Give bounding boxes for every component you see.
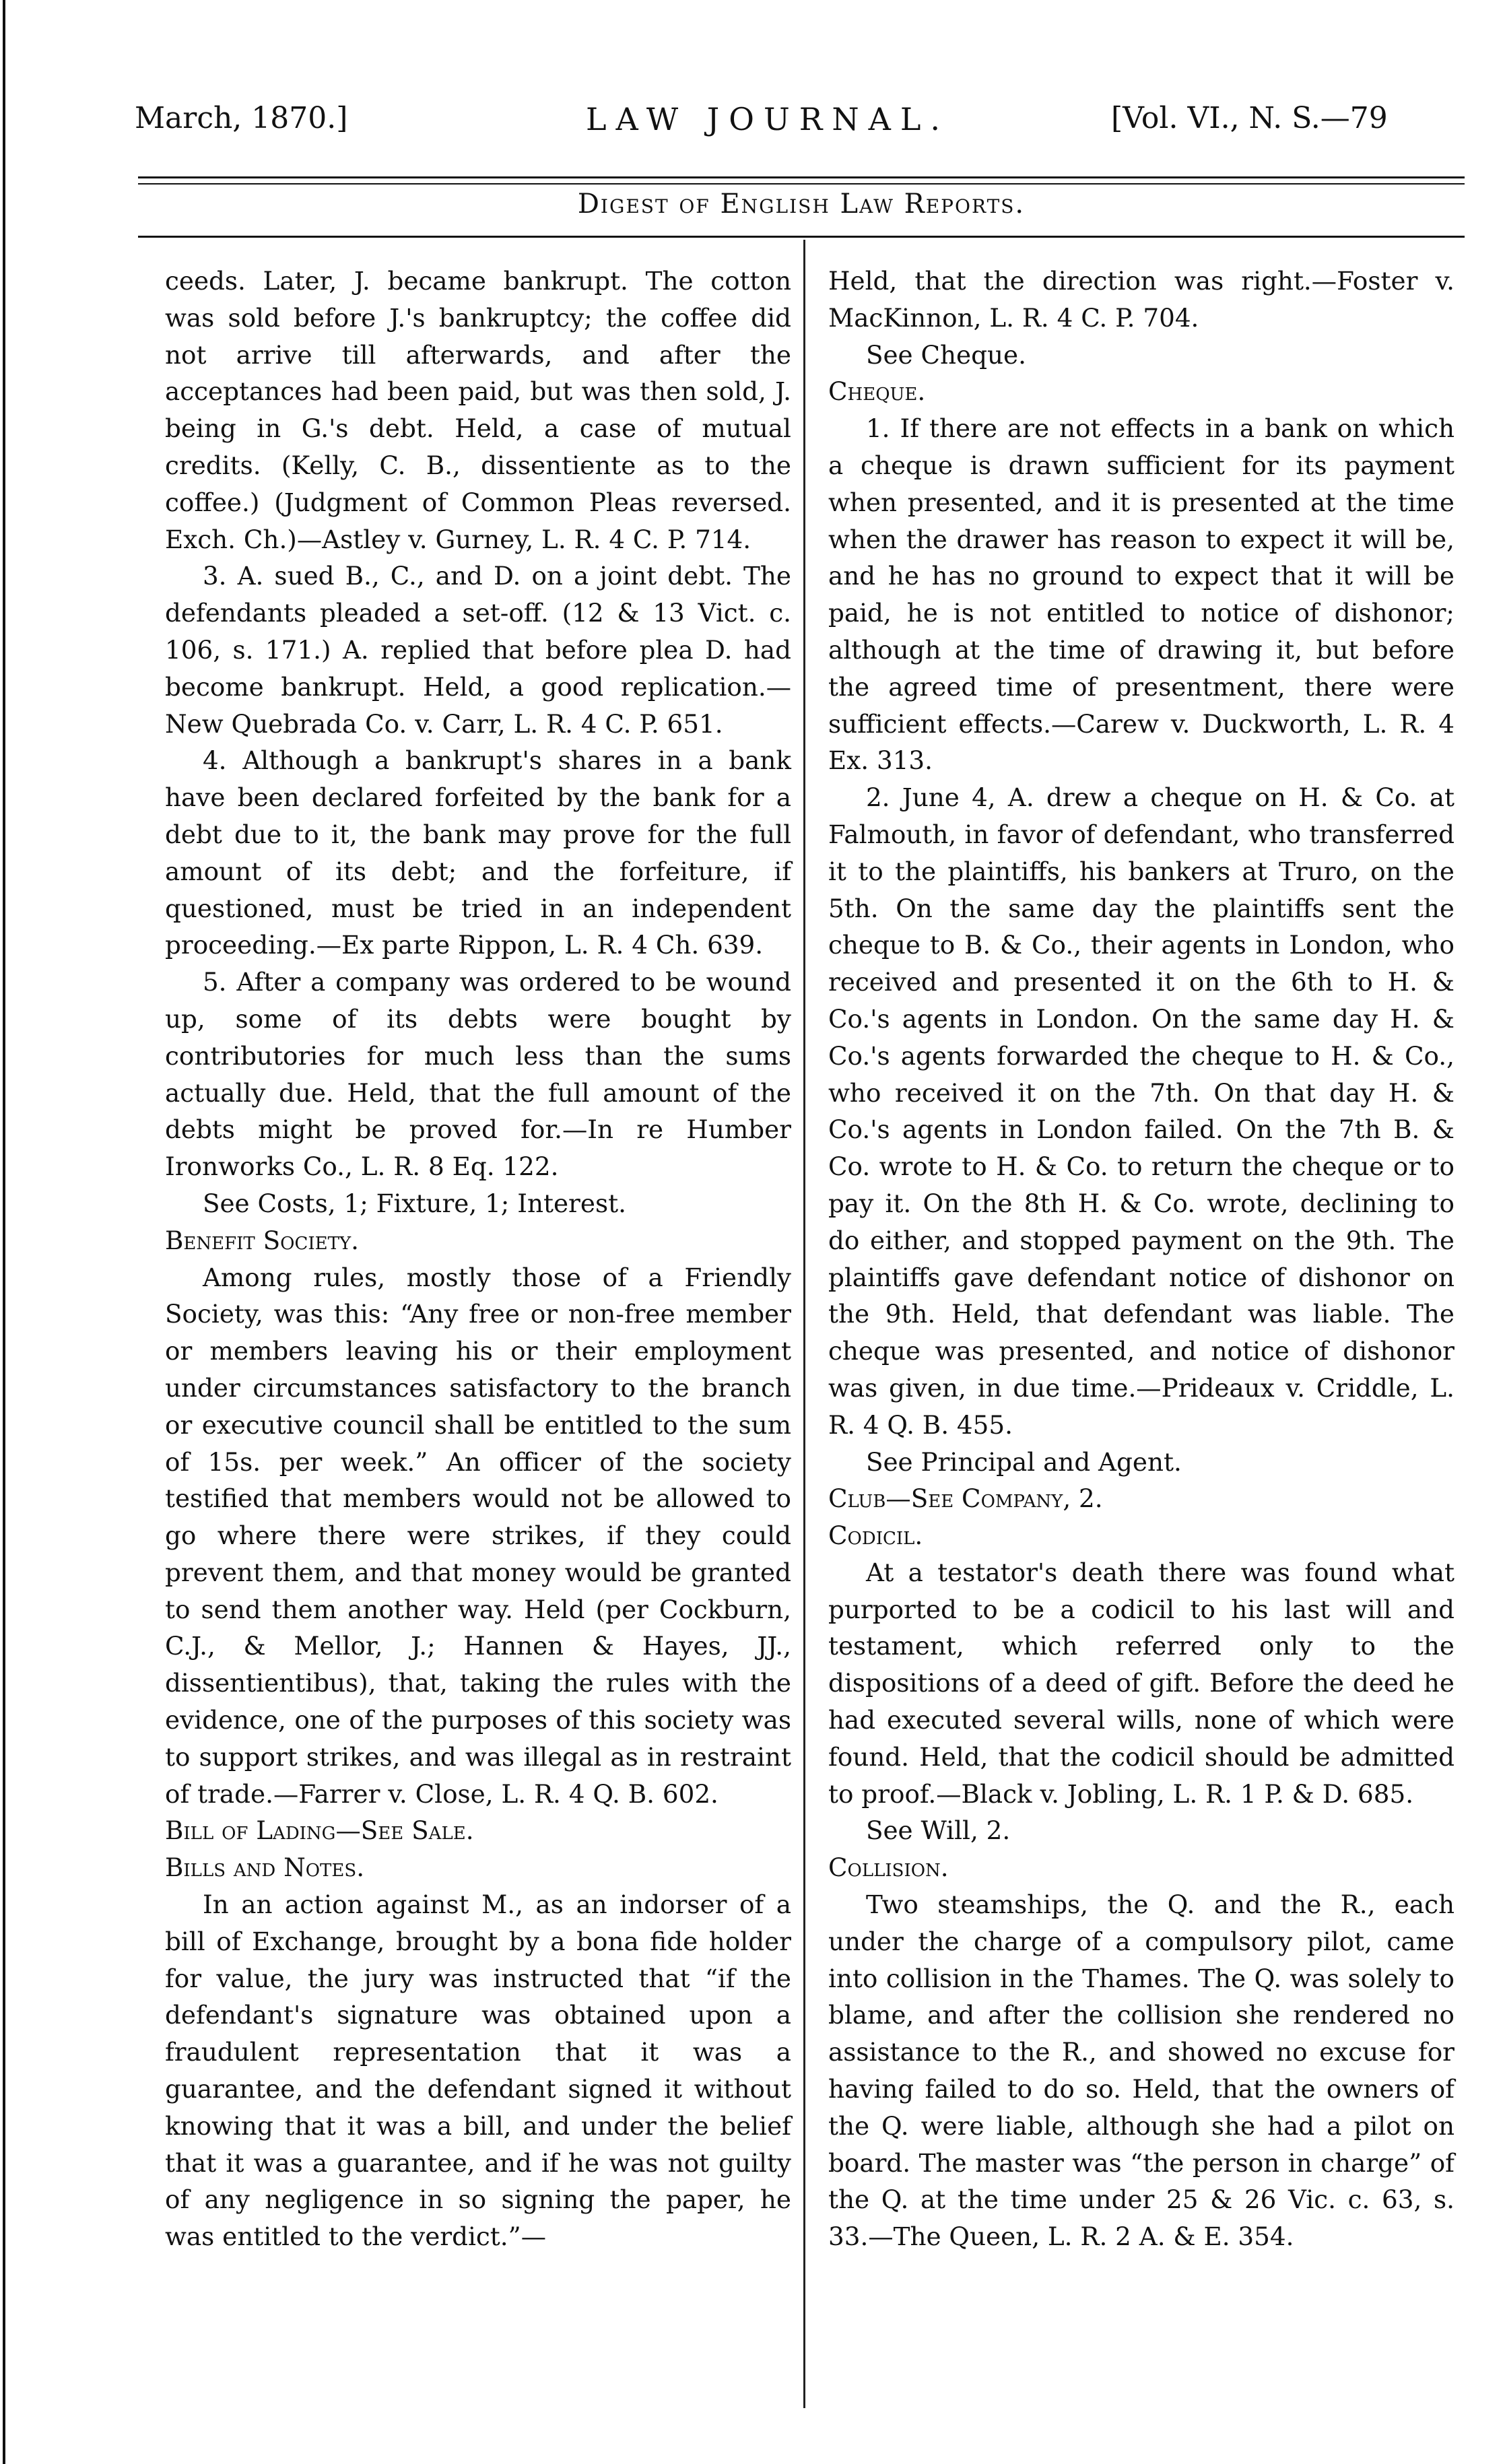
section-title: Digest of English Law Reports. bbox=[577, 189, 1026, 220]
paragraph: Among rules, mostly those of a Friendly Society, was this: “Any free or non-free member or members leaving his or their employment under circumstances satisfactory to the branch or executive council shall be entitled to the sum of 15s. per week.” An officer of the society testified that members would not be allowed to go where there were strikes, if they could prevent them, and that money would be granted to send them another way. Held (per Cockburn, C.J., & Mellor, J.; Hannen & Hayes, JJ., dissentientibus), that, taking the rules with the evidence, one of the purposes of this society was to support strikes, and was illegal as in restraint of trade.—Farrer v. Close, L. R. 4 Q. B. 602. bbox=[165, 1262, 791, 1809]
paragraph: At a testator's death there was found what purported to be a codicil to his last will and testament, which referred only to the dispositions of a deed of gift. Before the deed he had executed several wills, none of which were found. Held, that the codicil should be admitted to proof.—Black v. Jobling, L. R. 1 P. & D. 685. bbox=[828, 1557, 1454, 1809]
column-divider bbox=[803, 240, 805, 2408]
header-rule bbox=[138, 176, 1465, 178]
binding-edge bbox=[3, 0, 5, 2464]
see-also: See Will, 2. bbox=[865, 1816, 1011, 1846]
entry-heading: Codicil. bbox=[828, 1521, 923, 1551]
paragraph: 5. After a company was ordered to be wound up, some of its debts were bought by contributories for much less than the sums actually due. Held, that the full amount of the debts might be proved for.—In re Humber Ironworks Co., L. R. 8 Eq. 122. bbox=[165, 967, 791, 1182]
see-also: See Principal and Agent. bbox=[865, 1446, 1182, 1477]
section-rule bbox=[138, 236, 1465, 238]
running-head-volume: [Vol. VI., N. S.—79 bbox=[1111, 101, 1388, 135]
see-also: See Cheque. bbox=[865, 339, 1026, 370]
entry-heading: Bills and Notes. bbox=[165, 1853, 365, 1883]
running-head-title: LAW JOURNAL. bbox=[586, 101, 949, 137]
paragraph: 1. If there are not effects in a bank on which a cheque is drawn sufficient for its payment when presented, and it is presented at the time when the drawer has reason to expect it will be, and he has no ground to expect that it will be paid, he is not entitled to notice of dishonor; although at the time of drawing it, but before the agreed time of presentment, there were sufficient effects.—Carew v. Duckworth, L. R. 4 Ex. 313. bbox=[828, 413, 1454, 776]
right-column bbox=[828, 263, 1454, 2255]
entry-heading: Cheque. bbox=[828, 376, 926, 407]
entry-heading: Club—See Company, 2. bbox=[828, 1484, 1103, 1514]
entry-heading: Collision. bbox=[828, 1853, 949, 1883]
entry-heading: Bill of Lading—See Sale. bbox=[165, 1816, 474, 1846]
paragraph: 3. A. sued B., C., and D. on a joint debt. The defendants pleaded a set-off. (12 & 13 Vict. c. 106, s. 171.) A. replied that before plea D. had become bankrupt. Held, a good replication.—New Quebrada Co. v. Carr, L. R. 4 C. P. 651. bbox=[165, 561, 791, 739]
entry-heading: Benefit Society. bbox=[165, 1225, 359, 1255]
paragraph: 4. Although a bankrupt's shares in a bank have been declared forfeited by the bank for a debt due to it, the bank may prove for the full amount of its debt; and the forfeiture, if questioned, must be tried in an independent proceeding.—Ex parte Rippon, L. R. 4 Ch. 639. bbox=[165, 745, 791, 960]
paragraph: 2. June 4, A. drew a cheque on H. & Co. at Falmouth, in favor of defendant, who transferred it to the plaintiffs, his bankers at Truro, on the 5th. On the same day the plaintiffs sent the cheque to B. & Co., their agents in London, who received and presented it on the 6th to H. & Co.'s agents in London. On the same day H. & Co.'s agents forwarded the cheque to H. & Co., who received it on the 7th. On that day H. & Co.'s agents in London failed. On the 7th B. & Co. wrote to H. & Co. to return the cheque or to pay it. On the 8th H. & Co. wrote, declining to do either, and stopped payment on the 9th. The plaintiffs gave defendant notice of dishonor on the 9th. Held, that defendant was liable. The cheque was presented, and notice of dishonor was given, in due time.—Prideaux v. Criddle, L. R. 4 Q. B. 455. bbox=[828, 783, 1454, 1440]
header-rule-double bbox=[138, 183, 1465, 185]
paragraph: In an action against M., as an indorser of a bill of Exchange, brought by a bona fide holder for value, the jury was instructed that “if the defendant's signature was obtained upon a fraudulent representation that it was a guarantee, and the defendant signed it without knowing that it was a bill, and under the belief that it was a guarantee, and if he was not guilty of any negligence in so signing the paper, he was entitled to the verdict.”— bbox=[165, 1890, 791, 2252]
see-also: See Costs, 1; Fixture, 1; Interest. bbox=[202, 1188, 626, 1218]
left-column bbox=[165, 263, 791, 2255]
running-head-date: March, 1870.] bbox=[135, 101, 348, 135]
paragraph: Held, that the direction was right.—Foster v. MacKinnon, L. R. 4 C. P. 704. bbox=[828, 266, 1454, 333]
paragraph: Two steamships, the Q. and the R., each under the charge of a compulsory pilot, came into collision in the Thames. The Q. was solely to blame, and after the collision she rendered no assistance to the R., and showed no excuse for having failed to do so. Held, that the owners of the Q. were liable, although she had a pilot on board. The master was “the person in charge” of the Q. at the time under 25 & 26 Vic. c. 63, s. 33.—The Queen, L. R. 2 A. & E. 354. bbox=[828, 1890, 1454, 2252]
paragraph: ceeds. Later, J. became bankrupt. The cotton was sold before J.'s bankruptcy; the coffee did not arrive till afterwards, and after the acceptances had been paid, but was then sold, J. being in G.'s debt. Held, a case of mutual credits. (Kelly, C. B., dissentiente as to the coffee.) (Judgment of Common Pleas reversed. Exch. Ch.)—Astley v. Gurney, L. R. 4 C. P. 714. bbox=[165, 266, 791, 554]
